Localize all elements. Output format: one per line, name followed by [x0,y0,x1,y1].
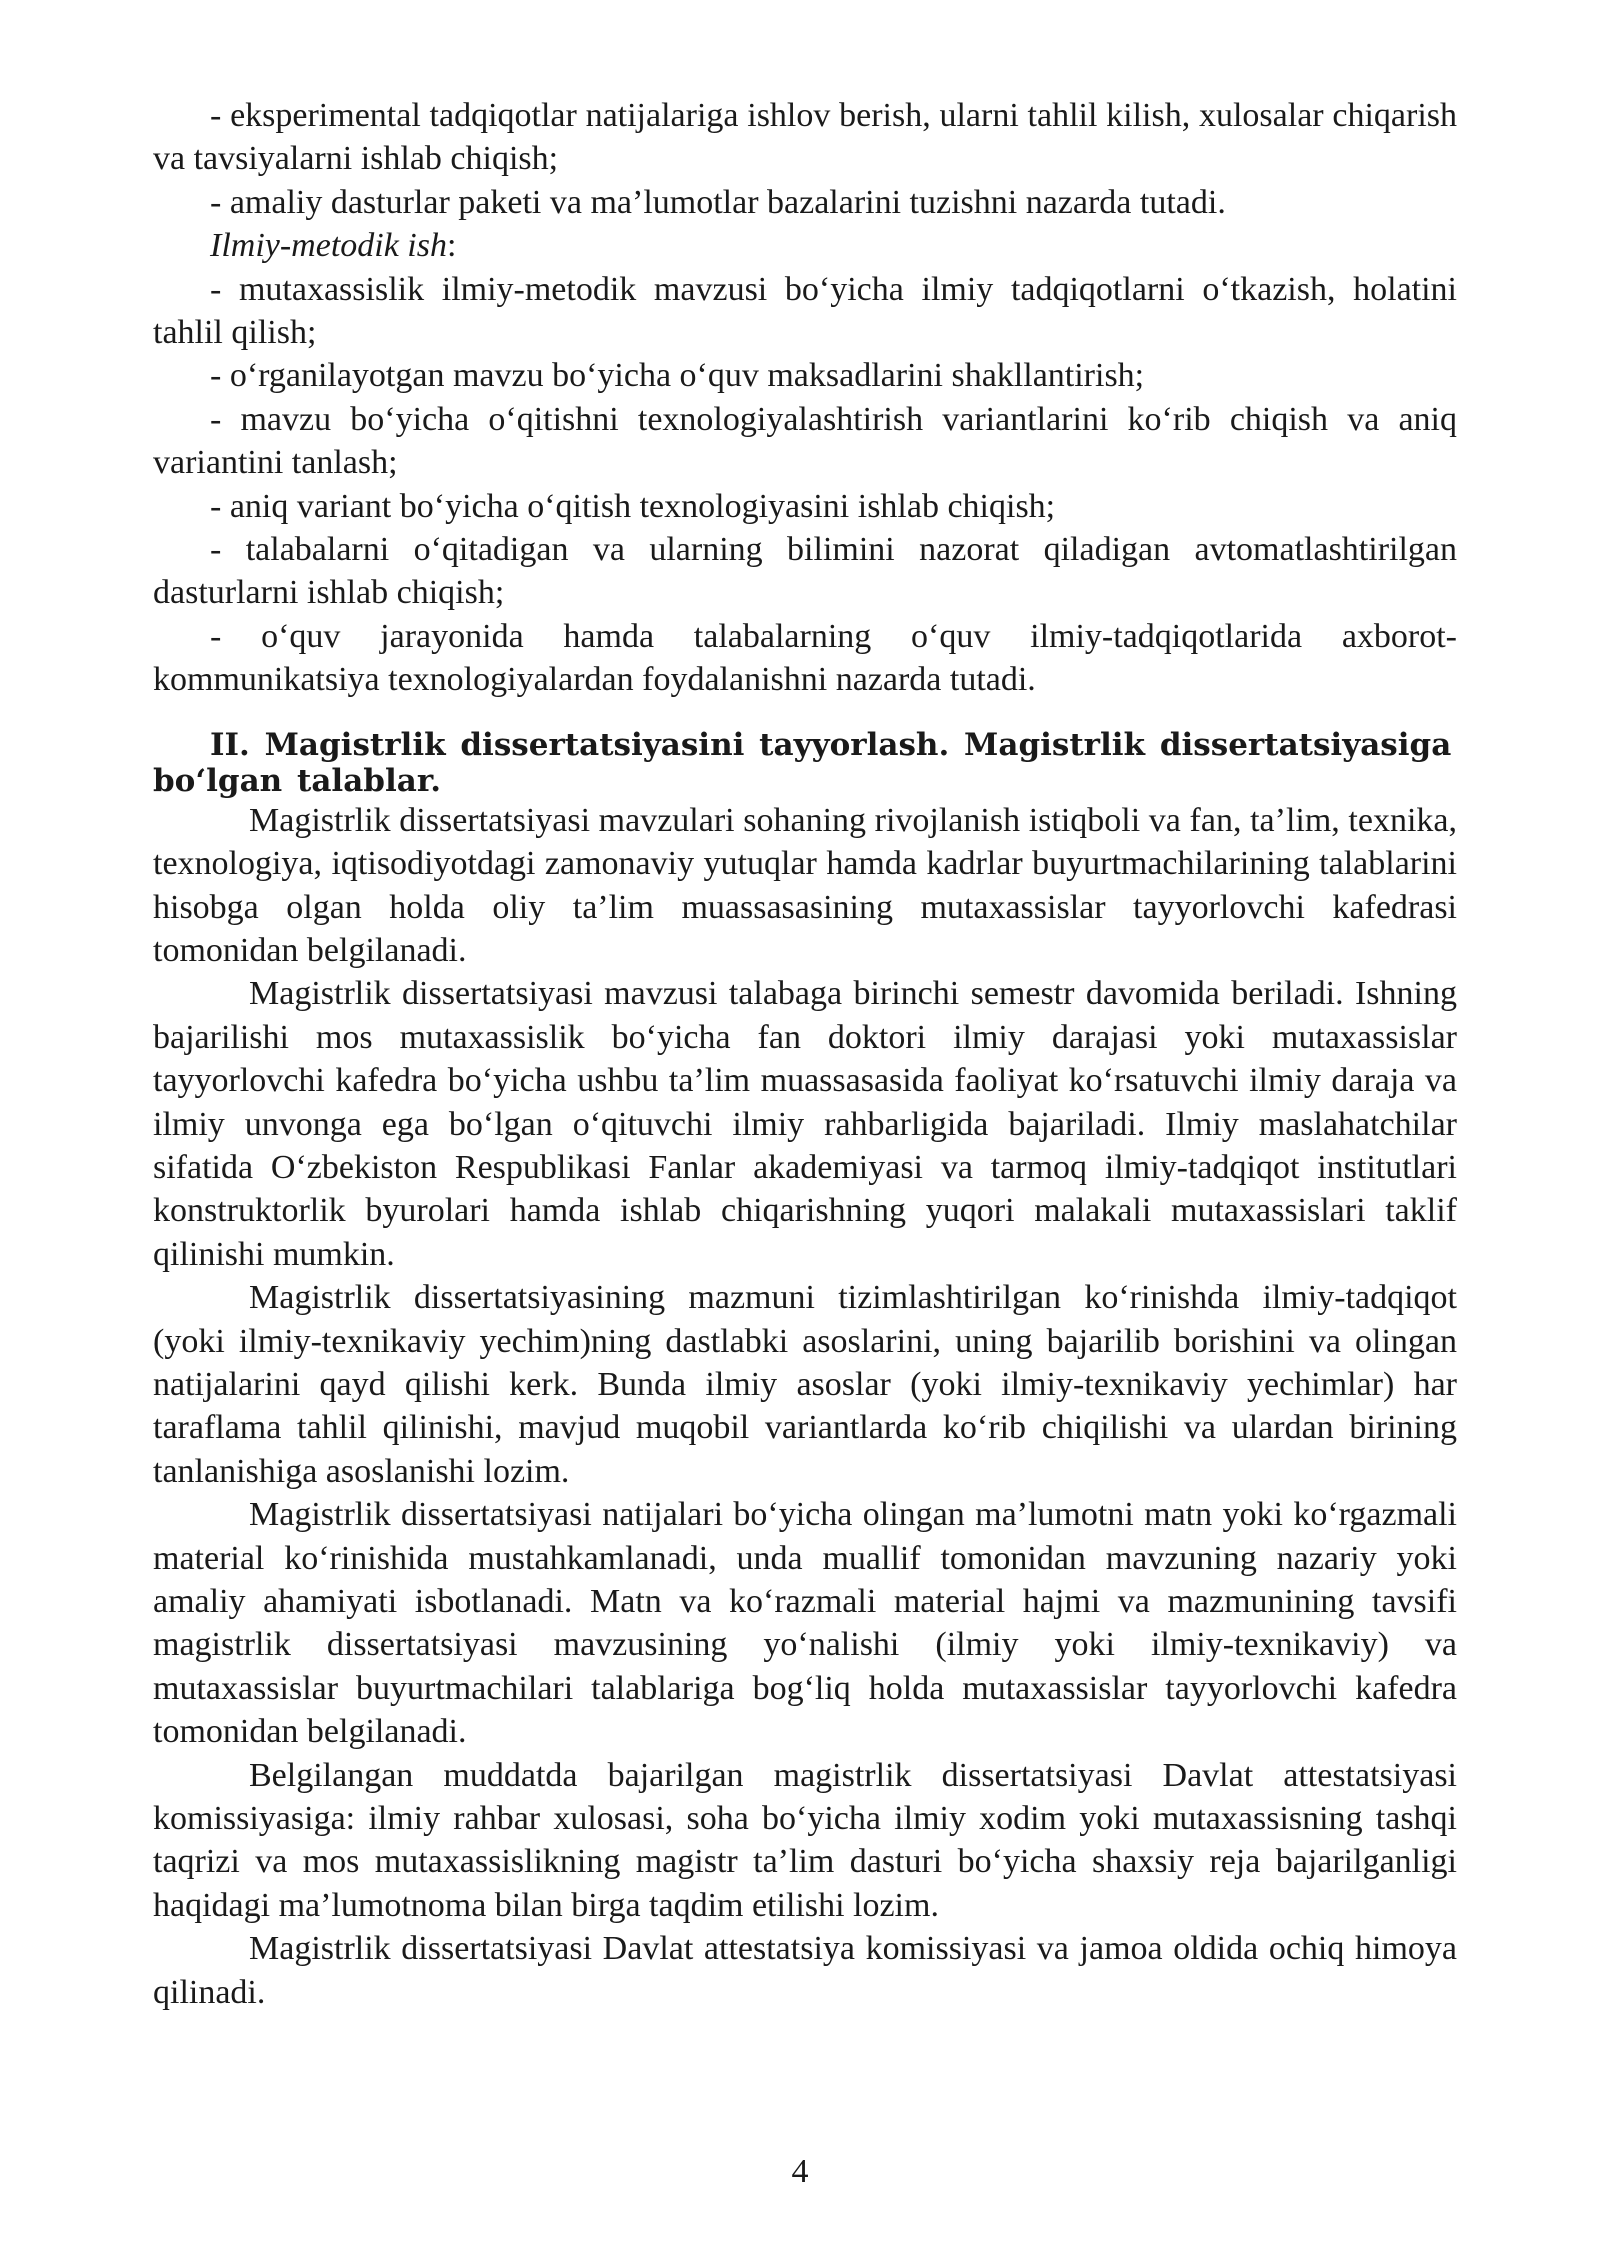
list-item: - talabalarni o‘qitadigan va ularning bilimini nazorat qiladigan avtomatlashtirilgan dasturlarni ishlab chiqish; [153,531,1457,612]
section-heading [153,727,1457,799]
paragraph: Magistrlik dissertatsiyasi Davlat attestatsiya komissiyasi va jamoa oldida ochiq himoya qilinadi. [153,1930,1457,2011]
section-label-colon: : [447,227,457,265]
list-item: - mutaxassislik ilmiy-metodik mavzusi bo‘yicha ilmiy tadqiqotlarni o‘tkazish, holatini tahlil qilish; [153,270,1457,352]
section-heading-line2: bo‘lgan talablar. [153,762,442,799]
list-item: - mavzu bo‘yicha o‘qitishni texnologiyalashtirish variantlarini ko‘rib chiqish va aniq variantini tanlash; [153,400,1457,482]
paragraph: Magistrlik dissertatsiyasi mavzusi talabaga birinchi semestr davomida beriladi. Ishning bajarilishi mos mutaxassislik bo‘yicha fan doktori ilmiy darajasi yoki mutaxassislar tayyorlovchi kafedra bo‘yicha ushbu ta’lim muassasasida faoliyat ko‘rsatuvchi ilmiy daraja va ilmiy unvonga ega bo‘lgan o‘qituvchi ilmiy rahbarligida bajariladi. Ilmiy maslahatchilar sifatida O‘zbekiston Respublikasi Fanlar akademiyasi va tarmoq ilmiy-tadqiqot institutlari konstruktorlik byurolari hamda ishlab chiqarishning yuqori malakali mutaxassislari taklif qilinishi mumkin. [153,975,1457,1273]
list-item: - amaliy dasturlar paketi va ma’lumotlar bazalarini tuzishni nazarda tutadi. [210,183,1226,221]
paragraph: Magistrlik dissertatsiyasi mavzulari sohaning rivojlanish istiqboli va fan, ta’lim, texnika, texnologiya, iqtisodiyotdagi zamonaviy yutuqlar hamda kadrlar buyurtmachilarining talablarini hisobga olgan holda oliy ta’lim muassasasining mutaxassislar tayyorlovchi kafedrasi tomonidan belgilanadi. [153,801,1457,969]
section-label [153,224,1457,267]
paragraph: Belgilangan muddatda bajarilgan magistrlik dissertatsiyasi Davlat attestatsiyasi komissiyasiga: ilmiy rahbar xulosasi, soha bo‘yicha ilmiy xodim yoki mutaxassisning tashqi taqrizi va mos mutaxassislikning magistr ta’lim dasturi bo‘yicha shaxsiy reja bajarilganligi haqidagi ma’lumotnoma bilan birga taqdim etilishi lozim. [153,1756,1457,1924]
page-number: 4 [791,2153,809,2190]
paragraph: Magistrlik dissertatsiyasining mazmuni tizimlashtirilgan ko‘rinishda ilmiy-tadqiqot (yoki ilmiy-texnikaviy yechim)ning dastlabki asoslarini, uning bajarilib borishini va olingan natijalarini qayd qilishi kerk. Bunda ilmiy asoslar (yoki ilmiy-texnikaviy yechimlar) har taraflama tahlil qilinishi, mavjud muqobil variantlarda ko‘rib chiqilishi va ulardan birining tanlanishiga asoslanishi lozim. [153,1279,1457,1490]
section-label-text: Ilmiy-metodik ish [210,227,447,265]
paragraph: Magistrlik dissertatsiyasi natijalari bo‘yicha olingan ma’lumotni matn yoki ko‘rgazmali material ko‘rinishida mustahkamlanadi, unda muallif tomonidan mavzuning nazariy yoki amaliy ahamiyati isbotlanadi. Matn va ko‘razmali material hajmi va mazmunining tavsifi magistrlik dissertatsiyasi mavzusining yo‘nalishi (ilmiy yoki ilmiy-texnikaviy) va mutaxassislar buyurtmachilari talablariga bog‘liq holda mutaxassislar tayyorlovchi kafedra tomonidan belgilanadi. [153,1496,1457,1751]
list-item: - aniq variant bo‘yicha o‘qitish texnologiyasini ishlab chiqish; [210,487,1056,525]
page-body [153,94,1457,2014]
section-heading-line1: II. Magistrlik dissertatsiyasini tayyorlash. Magistrlik dissertatsiyasiga [210,726,1452,763]
list-item: - o‘quv jarayonida hamda talabalarning o‘quv ilmiy-tadqiqotlarida axborot-kommunikatsiya texnologiyalardan foydalanishni nazarda tutadi. [153,617,1457,699]
list-item: - eksperimental tadqiqotlar natijalariga ishlov berish, ularni tahlil kilish, xulosalar chiqarish va tavsiyalarni ishlab chiqish; [153,97,1457,178]
list-item: - o‘rganilayotgan mavzu bo‘yicha o‘quv maksadlarini shakllantirish; [210,357,1145,395]
